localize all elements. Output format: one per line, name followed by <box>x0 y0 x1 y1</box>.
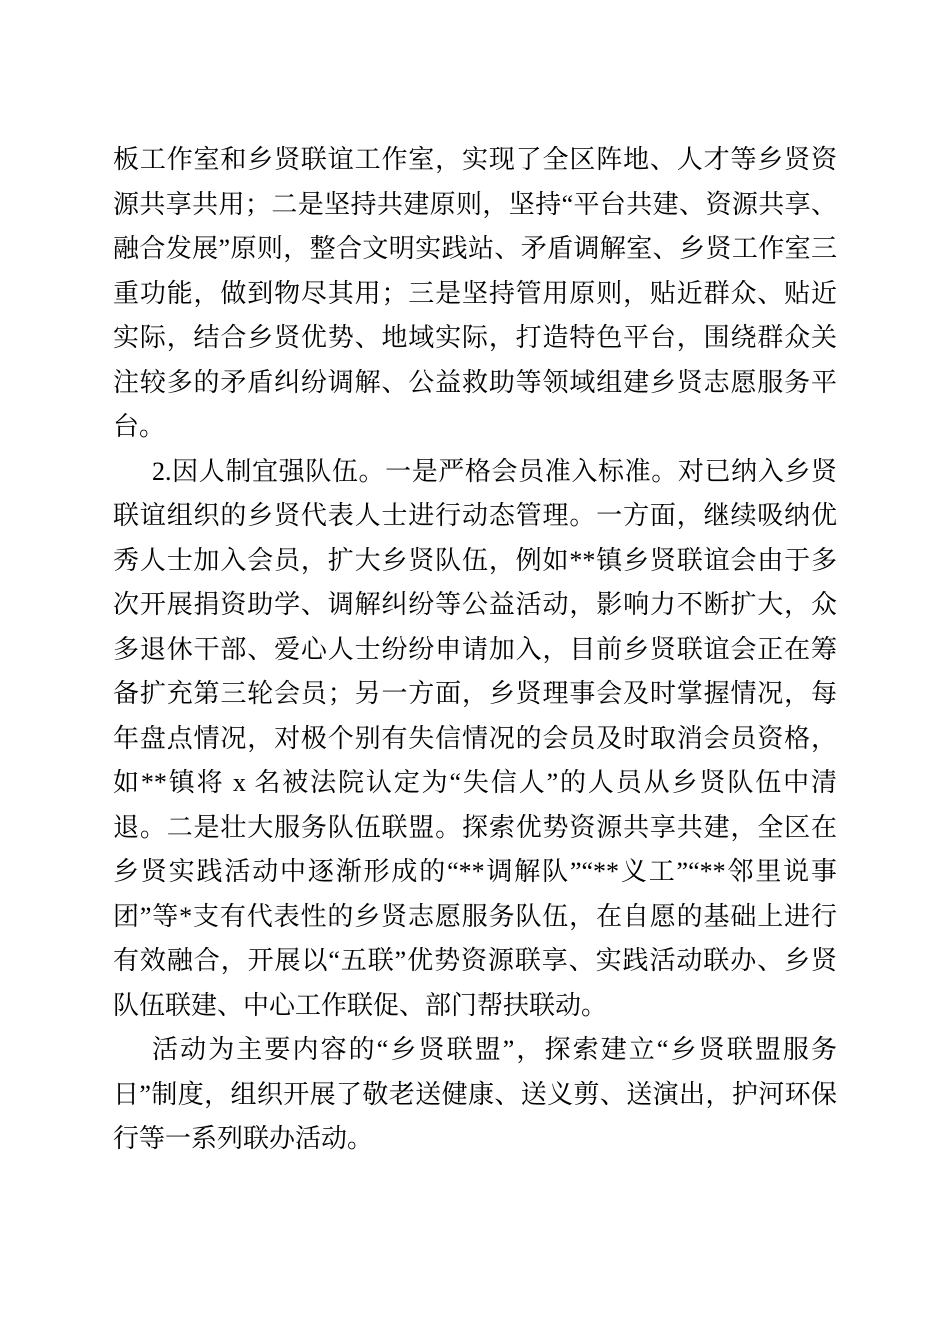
paragraph: 活动为主要内容的“乡贤联盟”，探索建立“乡贤联盟服务日”制度，组织开展了敬老送健康、送义剪、送演出，护河环保行等一系列联办活动。 <box>113 1035 837 1153</box>
paragraph: 板工作室和乡贤联谊工作室，实现了全区阵地、人才等乡贤资源共享共用；二是坚持共建原则，坚持“平台共建、资源共享、融合发展”原则，整合文明实践站、矛盾调解室、乡贤工作室三重功能，做到物尽其用；三是坚持管用原则，贴近群众、贴近实际，结合乡贤优势、地域实际，打造特色平台，围绕群众关注较多的矛盾纠纷调解、公益救助等领域组建乡贤志愿服务平台。 <box>113 145 837 441</box>
document-body <box>113 138 837 1162</box>
paragraph: 2.因人制宜强队伍。一是严格会员准入标准。对已纳入乡贤联谊组织的乡贤代表人士进行动态管理。一方面，继续吸纳优秀人士加入会员，扩大乡贤队伍，例如**镇乡贤联谊会由于多次开展捐资助学、调解纠纷等公益活动，影响力不断扩大，众多退休干部、爱心人士纷纷申请加入，目前乡贤联谊会正在筹备扩充第三轮会员；另一方面，乡贤理事会及时掌握情况，每年盘点情况，对极个别有失信情况的会员及时取消会员资格，如**镇将 x 名被法院认定为“失信人”的人员从乡贤队伍中清退。二是壮大服务队伍联盟。探索优势资源共享共建，全区在乡贤实践活动中逐渐形成的“**调解队”“**义工”“**邻里说事团”等*支有代表性的乡贤志愿服务队伍，在自愿的基础上进行有效融合，开展以“五联”优势资源联享、实践活动联办、乡贤队伍联建、中心工作联促、部门帮扶联动。 <box>113 456 837 1020</box>
